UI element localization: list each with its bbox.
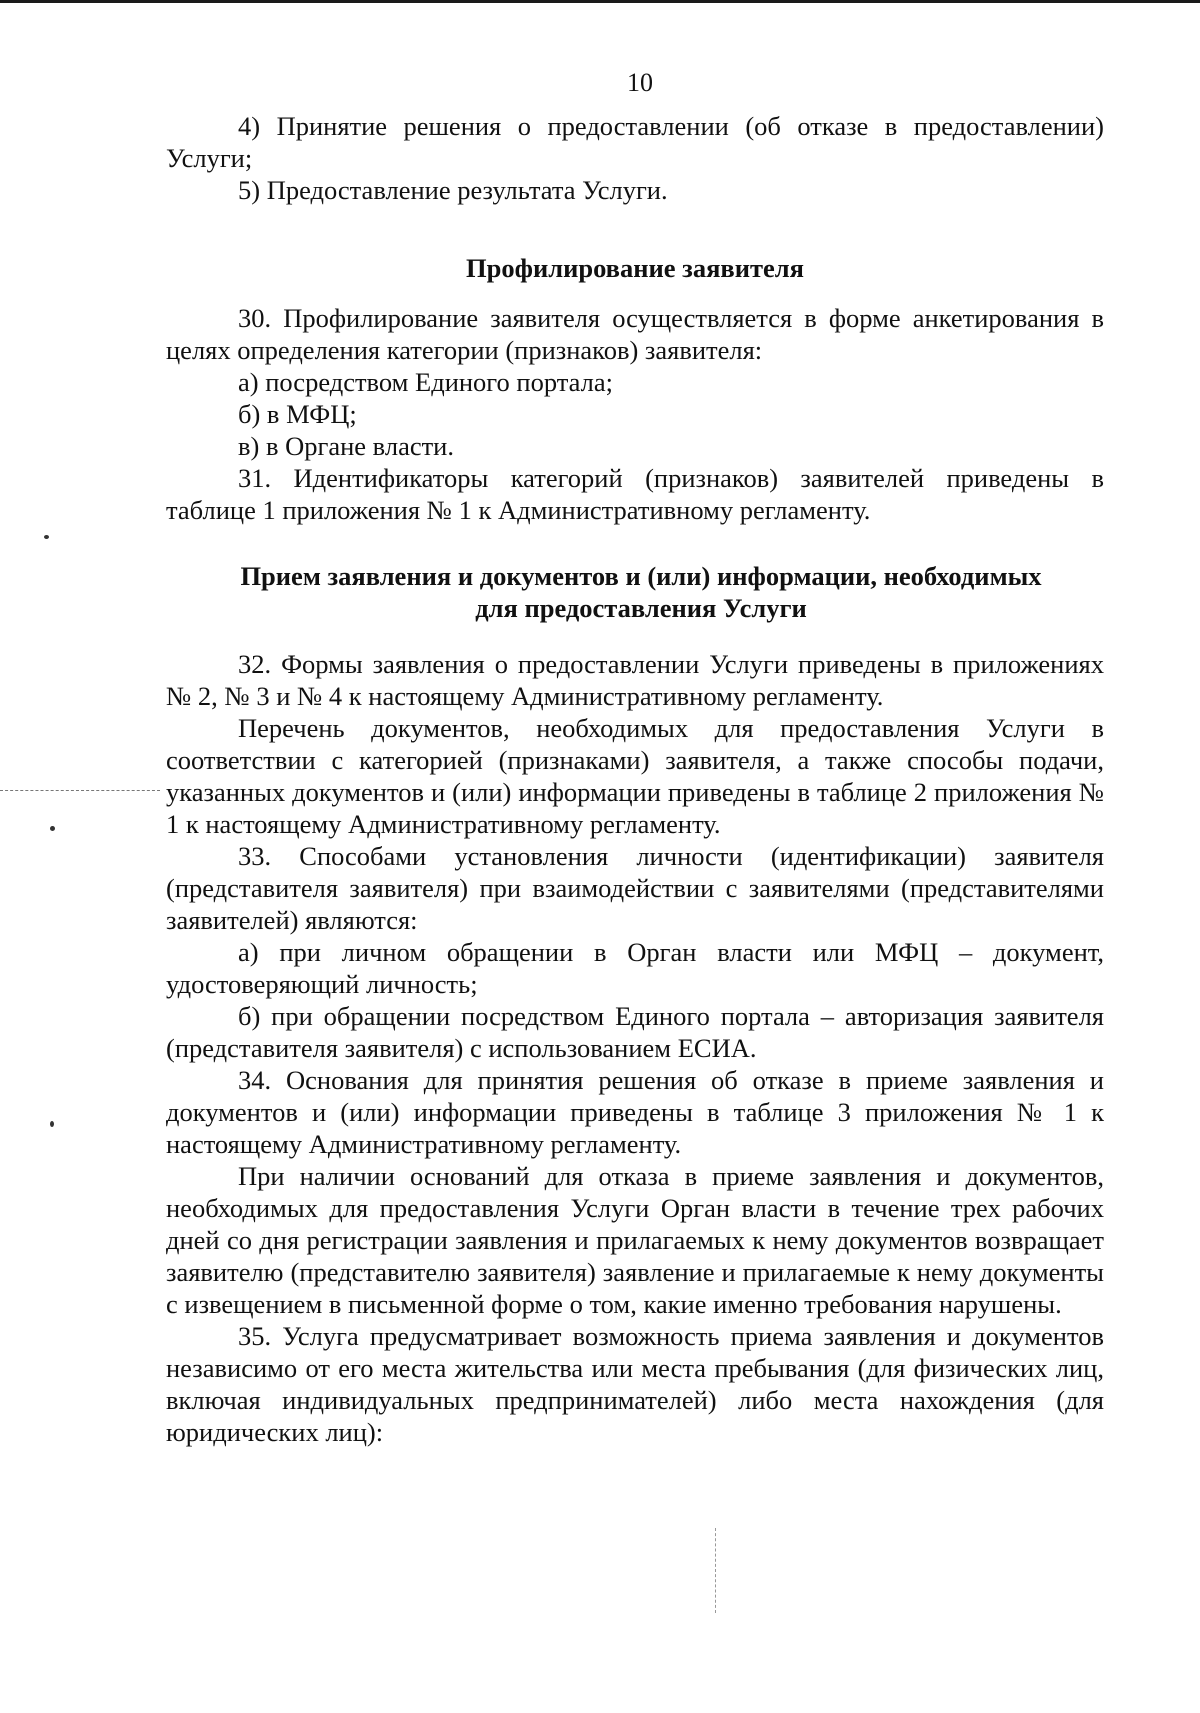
paragraph-31: 31. Идентификаторы категорий (признаков) заявителей приведены в таблице 1 приложения № 1 к Административному регламенту. bbox=[166, 463, 1104, 525]
paragraph-35: 35. Услуга предусматривает возможность приема заявления и документов независимо от его места жительства или места пребывания (для физических лиц, включая индивидуальных предпринимателей) либо места нахождения (для юридических лиц): bbox=[166, 1321, 1104, 1447]
scan-speck bbox=[50, 826, 55, 831]
paragraph-34: 34. Основания для принятия решения об отказе в приеме заявления и документов и (или) информации приведены в таблице 3 приложения № 1 к настоящему Административному регламенту. bbox=[166, 1065, 1104, 1159]
section-heading-line-2: для предоставления Услуги bbox=[475, 593, 807, 623]
scan-speck bbox=[50, 1121, 54, 1127]
scan-fold-artifact bbox=[715, 1528, 716, 1613]
section-heading-profiling: Профилирование заявителя bbox=[466, 253, 804, 283]
page-number: 10 bbox=[627, 68, 653, 97]
paragraph-item-4: 4) Принятие решения о предоставлении (об отказе в предоставлении) Услуги; bbox=[166, 111, 1104, 173]
paragraph-33-a: а) при личном обращении в Орган власти или МФЦ – документ, удостоверяющий личность; bbox=[166, 937, 1104, 999]
list-item-c: в) в Органе власти. bbox=[238, 431, 454, 461]
scan-dash-artifact bbox=[0, 790, 160, 791]
paragraph-item-5: 5) Предоставление результата Услуги. bbox=[238, 175, 668, 205]
list-item-b: б) в МФЦ; bbox=[238, 399, 357, 429]
paragraph-33-b: б) при обращении посредством Единого портала – авторизация заявителя (представителя заявителя) с использованием ЕСИА. bbox=[166, 1001, 1104, 1063]
scan-top-edge bbox=[0, 0, 1200, 3]
section-heading-reception bbox=[166, 560, 1104, 624]
paragraph-33: 33. Способами установления личности (идентификации) заявителя (представителя заявителя) при взаимодействии с заявителями (представителями заявителей) являются: bbox=[166, 841, 1104, 935]
section-heading-line-1: Прием заявления и документов и (или) информации, необходимых bbox=[240, 561, 1042, 591]
scan-speck bbox=[44, 535, 49, 539]
paragraph-32: 32. Формы заявления о предоставлении Услуги приведены в приложениях № 2, № 3 и № 4 к настоящему Административному регламенту. bbox=[166, 649, 1104, 711]
paragraph-30: 30. Профилирование заявителя осуществляется в форме анкетирования в целях определения категории (признаков) заявителя: bbox=[166, 303, 1104, 365]
list-item-a: а) посредством Единого портала; bbox=[238, 367, 613, 397]
document-body bbox=[166, 110, 1104, 1448]
paragraph-32-list: Перечень документов, необходимых для предоставления Услуги в соответствии с категорией (признаками) заявителя, а также способы подачи, указанных документов и (или) информации приведены в таблице 2 приложения № 1 к настоящему Административному регламенту. bbox=[166, 713, 1104, 839]
paragraph-34-return: При наличии оснований для отказа в приеме заявления и документов, необходимых для предоставления Услуги Орган власти в течение трех рабочих дней со дня регистрации заявления и прилагаемых к нему документов возвращает заявителю (представителю заявителя) заявление и прилагаемые к нему документы с извещением в письменной форме о том, какие именно требования нарушены. bbox=[166, 1161, 1104, 1319]
